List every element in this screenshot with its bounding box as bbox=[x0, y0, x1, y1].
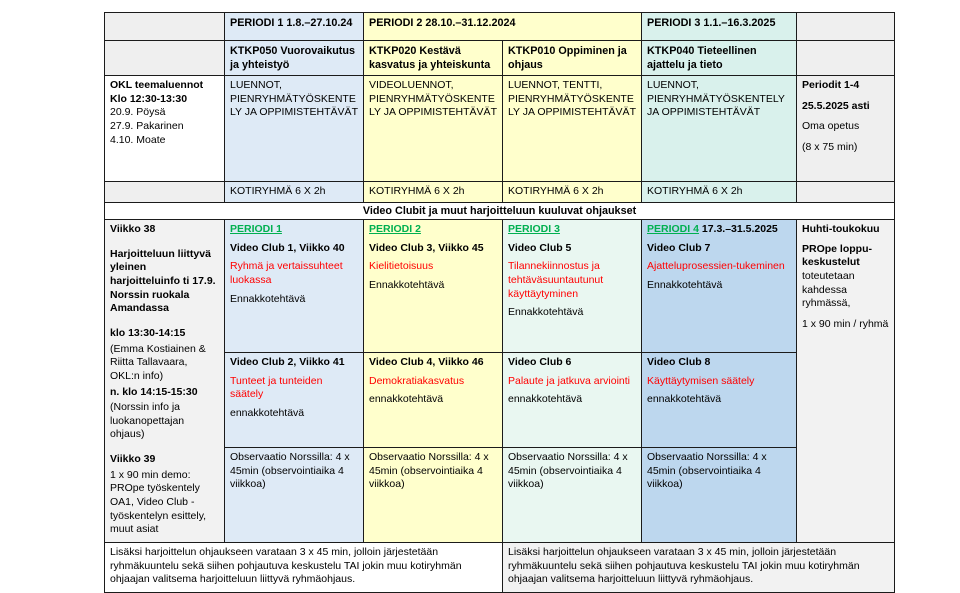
course-ktkp040-label: KTKP040 Tieteellinen ajattelu ja tieto bbox=[647, 45, 757, 72]
periodi-1-link[interactable]: PERIODI 1 bbox=[230, 223, 282, 236]
own-teaching-amount: (8 x 75 min) bbox=[802, 140, 858, 153]
cell-video-club-4 bbox=[364, 352, 503, 447]
footer-note-left-text: Lisäksi harjoittelun ohjaukseen varataan 3 x 45 min, jolloin järjestetään ryhmäkuuntelu sekä siihen pohjautuva keskustelu TAI jokin muu kotiryhmän ohjaajan valitsema harjoitteluun liittyvä ryhmäohjaus. bbox=[110, 545, 462, 586]
cell-period-3-header bbox=[642, 13, 797, 41]
periodi-3-link[interactable]: PERIODI 3 bbox=[508, 223, 560, 236]
cell-own-teaching bbox=[797, 76, 895, 182]
cell-video-clubs-banner bbox=[105, 203, 895, 220]
cell-video-club-6 bbox=[503, 352, 642, 447]
video-club-6-topic: Palaute ja jatkuva arviointi bbox=[508, 374, 630, 387]
cell-empty-kotiryhma-left bbox=[105, 182, 225, 203]
cell-week-info bbox=[105, 220, 225, 543]
kotiryhma-p3-text: KOTIRYHMÄ 6 X 2h bbox=[647, 185, 743, 198]
periodi-2-link[interactable]: PERIODI 2 bbox=[369, 223, 421, 236]
video-club-8-topic: Käyttäytymisen säätely bbox=[647, 374, 755, 387]
week-38-time-2-note: (Norssin info ja luokanopettajan ohjaus) bbox=[110, 401, 185, 441]
cell-video-club-7 bbox=[642, 220, 797, 353]
cell-lectures-p1 bbox=[225, 76, 364, 182]
cell-kotiryhma-p1 bbox=[225, 182, 364, 203]
course-ktkp050-label: KTKP050 Vuorovaikutus ja yhteistyö bbox=[230, 45, 355, 72]
observation-p3-text: Observaatio Norssilla: 4 x 45min (observointiaika 4 viikkoa) bbox=[508, 450, 628, 491]
video-club-4-topic: Demokratiakasvatus bbox=[369, 374, 465, 387]
spring-amount: 1 x 90 min / ryhmä bbox=[802, 317, 889, 330]
cell-video-club-2 bbox=[225, 352, 364, 447]
week-38-info: Harjoitteluun liittyvä yleinen harjoitteluinfo ti 17.9. Norssin ruokala Amandassa bbox=[110, 247, 216, 315]
cell-okl-lectures bbox=[105, 76, 225, 182]
cell-kotiryhma-p2b bbox=[503, 182, 642, 203]
video-club-4-task: ennakkotehtävä bbox=[369, 393, 444, 406]
cell-empty-top-right bbox=[797, 13, 895, 41]
cell-footer-note-left bbox=[105, 542, 503, 592]
cell-video-club-8 bbox=[642, 352, 797, 447]
cell-video-club-1 bbox=[225, 220, 364, 353]
cell-video-club-3 bbox=[364, 220, 503, 353]
video-club-3-topic: Kielitietoisuus bbox=[369, 260, 434, 273]
video-club-6-title: Video Club 6 bbox=[508, 355, 572, 368]
cell-kotiryhma-p3 bbox=[642, 182, 797, 203]
video-club-7-title: Video Club 7 bbox=[647, 241, 711, 254]
lectures-ktkp010-text: LUENNOT, TENTTI, PIENRYHMÄTYÖSKENTELY JA OPPIMISTEHTÄVÄT bbox=[508, 79, 636, 119]
observation-p2-text: Observaatio Norssilla: 4 x 45min (observointiaika 4 viikkoa) bbox=[369, 450, 489, 491]
video-club-3-task: Ennakkotehtävä bbox=[369, 279, 445, 292]
period-3-label: PERIODI 3 1.1.–16.3.2025 bbox=[647, 17, 776, 29]
video-club-2-title: Video Club 2, Viikko 41 bbox=[230, 355, 345, 368]
video-club-2-topic: Tunteet ja tunteiden säätely bbox=[230, 374, 323, 401]
video-club-6-task: ennakkotehtävä bbox=[508, 393, 583, 406]
video-club-8-task: ennakkotehtävä bbox=[647, 393, 722, 406]
spring-normal-text: toteutetaan kahdessa ryhmässä, bbox=[802, 270, 855, 310]
okl-time: Klo 12:30-13:30 bbox=[110, 92, 188, 105]
cell-lectures-ktkp040 bbox=[642, 76, 797, 182]
video-club-1-topic: Ryhmä ja vertaissuhteet luokassa bbox=[230, 260, 343, 287]
okl-item-1: 20.9. Pöysä bbox=[110, 106, 166, 119]
own-teaching-periods: Periodit 1-4 bbox=[802, 79, 860, 92]
video-clubs-banner-text: Video Clubit ja muut harjoitteluun kuuluvat ohjaukset bbox=[362, 205, 637, 218]
video-club-1-title: Video Club 1, Viikko 40 bbox=[230, 241, 345, 254]
own-teaching-label: Oma opetus bbox=[802, 120, 860, 133]
week-39-label: Viikko 39 bbox=[110, 453, 156, 466]
video-club-8-title: Video Club 8 bbox=[647, 355, 711, 368]
cell-period-1-header bbox=[225, 13, 364, 41]
footer-note-right-text: Lisäksi harjoittelun ohjaukseen varataan 3 x 45 min, jolloin järjestetään ryhmäkuuntelu sekä siihen pohjautuva keskustelu TAI jokin muu kotiryhmän ohjaajan valitsema harjoitteluun liittyvä ryhmäohjaus. bbox=[508, 545, 860, 586]
observation-p4-text: Observaatio Norssilla: 4 x 45min (observointiaika 4 viikkoa) bbox=[647, 450, 767, 491]
video-club-5-topic: Tilannekiinnostus ja tehtäväsuuntautunut käyttäytyminen bbox=[508, 260, 604, 300]
cell-observation-p4 bbox=[642, 447, 797, 542]
spring-bold-text: PROpe loppu-keskustelut bbox=[802, 242, 872, 269]
lectures-p1-text: LUENNOT, PIENRYHMÄTYÖSKENTELY JA OPPIMISTEHTÄVÄT bbox=[230, 79, 358, 119]
week-39-note: 1 x 90 min demo: PROpe työskentely OA1, Video Club -työskentelyn esittely, muut asiat bbox=[110, 468, 207, 536]
course-ktkp020-label: KTKP020 Kestävä kasvatus ja yhteiskunta bbox=[369, 45, 491, 72]
schedule-table bbox=[104, 12, 895, 593]
kotiryhma-p2a-text: KOTIRYHMÄ 6 X 2h bbox=[369, 185, 465, 198]
cell-lectures-ktkp020 bbox=[364, 76, 503, 182]
cell-video-club-5 bbox=[503, 220, 642, 353]
cell-empty-courses-right bbox=[797, 41, 895, 76]
video-club-7-topic: Ajatteluprosessien-tukeminen bbox=[647, 260, 785, 273]
cell-observation-p3 bbox=[503, 447, 642, 542]
periodi-4-link[interactable]: PERIODI 4 bbox=[647, 223, 699, 236]
video-club-7-task: Ennakkotehtävä bbox=[647, 279, 723, 292]
lectures-ktkp040-text: LUENNOT, PIENRYHMÄTYÖSKENTELY JA OPPIMISTEHTÄVÄT bbox=[647, 79, 785, 119]
cell-footer-note-right bbox=[503, 542, 895, 592]
period-1-label: PERIODI 1 1.8.–27.10.24 bbox=[230, 17, 353, 29]
cell-empty-kotiryhma-right bbox=[797, 182, 895, 203]
cell-kotiryhma-p2a bbox=[364, 182, 503, 203]
cell-lectures-ktkp010 bbox=[503, 76, 642, 182]
week-38-time-1-note: (Emma Kostiainen & Riitta Tallavaara, OKL:n info) bbox=[110, 342, 206, 382]
cell-spring-discussions bbox=[797, 220, 895, 543]
lectures-ktkp020-text: VIDEOLUENNOT, PIENRYHMÄTYÖSKENTELY JA OPPIMISTEHTÄVÄT bbox=[369, 79, 497, 119]
kotiryhma-p2b-text: KOTIRYHMÄ 6 X 2h bbox=[508, 185, 604, 198]
video-club-4-title: Video Club 4, Viikko 46 bbox=[369, 355, 484, 368]
cell-empty-top-left bbox=[105, 13, 225, 41]
period-2-label: PERIODI 2 28.10.–31.12.2024 bbox=[369, 17, 516, 29]
cell-course-ktkp050 bbox=[225, 41, 364, 76]
week-38-time-1: klo 13:30-14:15 bbox=[110, 326, 186, 339]
video-club-5-title: Video Club 5 bbox=[508, 241, 572, 254]
own-teaching-until: 25.5.2025 asti bbox=[802, 99, 870, 112]
video-club-1-task: Ennakkotehtävä bbox=[230, 292, 306, 305]
cell-observation-p2 bbox=[364, 447, 503, 542]
video-club-2-task: ennakkotehtävä bbox=[230, 406, 305, 419]
spring-title: Huhti-toukokuu bbox=[802, 223, 880, 236]
video-club-3-title: Video Club 3, Viikko 45 bbox=[369, 241, 484, 254]
cell-period-2-header bbox=[364, 13, 642, 41]
cell-course-ktkp010 bbox=[503, 41, 642, 76]
kotiryhma-p1-text: KOTIRYHMÄ 6 X 2h bbox=[230, 185, 326, 198]
cell-empty-courses-left bbox=[105, 41, 225, 76]
course-ktkp010-label: KTKP010 Oppiminen ja ohjaus bbox=[508, 45, 627, 72]
observation-p1-text: Observaatio Norssilla: 4 x 45min (observointiaika 4 viikkoa) bbox=[230, 450, 350, 491]
video-club-5-task: Ennakkotehtävä bbox=[508, 306, 584, 319]
week-38-time-2: n. klo 14:15-15:30 bbox=[110, 385, 198, 398]
okl-title: OKL teemaluennot bbox=[110, 79, 204, 92]
okl-item-2: 27.9. Pakarinen bbox=[110, 119, 184, 132]
okl-item-3: 4.10. Moate bbox=[110, 133, 166, 146]
week-38-label: Viikko 38 bbox=[110, 223, 156, 236]
cell-observation-p1 bbox=[225, 447, 364, 542]
periodi-4-dates: 17.3.–31.5.2025 bbox=[698, 223, 778, 236]
cell-course-ktkp040 bbox=[642, 41, 797, 76]
cell-course-ktkp020 bbox=[364, 41, 503, 76]
